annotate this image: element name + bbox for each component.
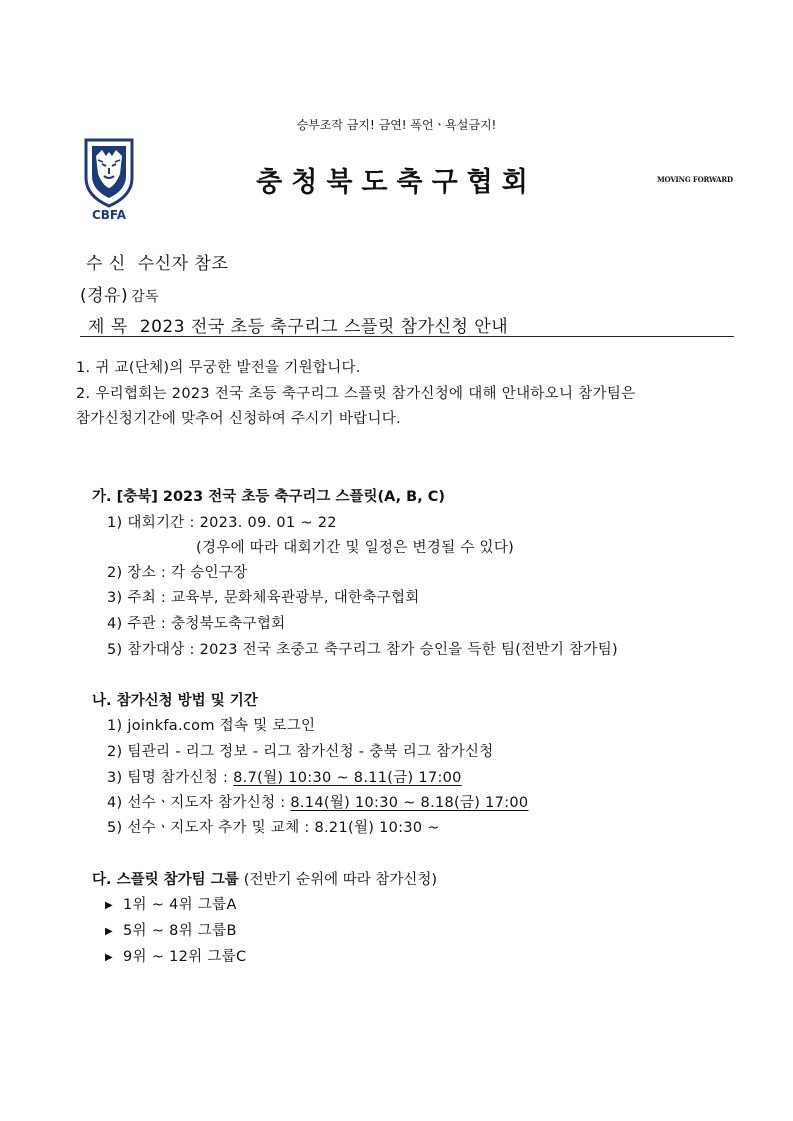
section-b-item-5: 5) 선수ㆍ지도자 추가 및 교체 : 8.21(월) 10:30 ~ bbox=[107, 820, 440, 836]
via-label: (경유) bbox=[80, 286, 129, 306]
group-b-label: 5위 ~ 8위 그룹B bbox=[123, 923, 237, 939]
via-line bbox=[80, 281, 159, 306]
player-registration-period: 8.14(월) 10:30 ~ 8.18(금) 17:00 bbox=[290, 795, 529, 811]
via-value: 감독 bbox=[131, 289, 160, 305]
triangle-bullet-icon: ▶ bbox=[105, 952, 113, 963]
group-item-a bbox=[105, 893, 237, 914]
section-c-title-line bbox=[92, 868, 437, 889]
slogan: 승부조작 금지! 금연! 폭언ㆍ욕설금지! bbox=[296, 118, 497, 132]
section-a-item-1: 1) 대회기간 : 2023. 09. 01 ~ 22 bbox=[107, 515, 337, 531]
triangle-bullet-icon: ▶ bbox=[105, 926, 113, 937]
section-a-note: (경우에 따라 대회기간 및 일정은 변경될 수 있다) bbox=[196, 540, 515, 556]
group-a-label: 1위 ~ 4위 그룹A bbox=[123, 897, 237, 913]
paragraph-1: 1. 귀 교(단체)의 무궁한 발전을 기원합니다. bbox=[76, 360, 361, 376]
group-item-b bbox=[105, 919, 237, 940]
section-a-item-4: 4) 주관 : 충청북도축구협회 bbox=[107, 616, 286, 632]
subject-line bbox=[88, 312, 508, 337]
item-4-prefix: 4) 선수ㆍ지도자 참가신청 : bbox=[107, 795, 291, 811]
logo-text: CBFA bbox=[91, 208, 127, 222]
recipient-value: 수신자 참조 bbox=[137, 254, 229, 274]
section-a-title: 가. [충북] 2023 전국 초등 축구리그 스플릿(A, B, C) bbox=[92, 489, 446, 505]
organization-name: 충청북도축구협회 bbox=[256, 167, 537, 198]
group-item-c bbox=[105, 945, 246, 966]
section-a-item-3: 3) 주최 : 교육부, 문화체육관광부, 대한축구협회 bbox=[107, 590, 420, 606]
motto: MOVING FORWARD bbox=[657, 175, 733, 184]
section-b-title: 나. 참가신청 방법 및 기간 bbox=[92, 693, 258, 709]
triangle-bullet-icon: ▶ bbox=[105, 900, 113, 911]
paragraph-2-line-2: 참가신청기간에 맞추어 신청하여 주시기 바랍니다. bbox=[76, 411, 401, 427]
recipient-line bbox=[86, 249, 228, 274]
section-a-item-2: 2) 장소 : 각 승인구장 bbox=[107, 565, 248, 581]
section-b-item-1: 1) joinkfa.com 접속 및 로그인 bbox=[107, 718, 316, 734]
section-a-item-5: 5) 참가대상 : 2023 전국 초중고 축구리그 참가 승인을 득한 팀(전반기 참가팀) bbox=[107, 642, 618, 658]
subject-divider bbox=[80, 336, 734, 337]
section-b-item-3 bbox=[107, 766, 462, 787]
section-c-subtitle: (전반기 순위에 따라 참가신청) bbox=[243, 872, 438, 888]
group-c-label: 9위 ~ 12위 그룹C bbox=[123, 949, 247, 965]
recipient-label: 수 신 bbox=[86, 254, 126, 274]
section-b-item-2: 2) 팀관리 - 리그 정보 - 리그 참가신청 - 충북 리그 참가신청 bbox=[107, 744, 494, 760]
item-3-prefix: 3) 팀명 참가신청 : bbox=[107, 770, 234, 786]
subject-label: 제 목 bbox=[88, 317, 128, 337]
subject-value: 2023 전국 초등 축구리그 스플릿 참가신청 안내 bbox=[139, 317, 509, 337]
section-b-item-4 bbox=[107, 791, 528, 812]
section-c-title: 다. 스플릿 참가팀 그룹 bbox=[92, 872, 239, 888]
paragraph-2-line-1: 2. 우리협회는 2023 전국 초등 축구리그 스플릿 참가신청에 대해 안내하오니 참가팀은 bbox=[76, 386, 636, 402]
team-registration-period: 8.7(월) 10:30 ~ 8.11(금) 17:00 bbox=[233, 770, 462, 786]
